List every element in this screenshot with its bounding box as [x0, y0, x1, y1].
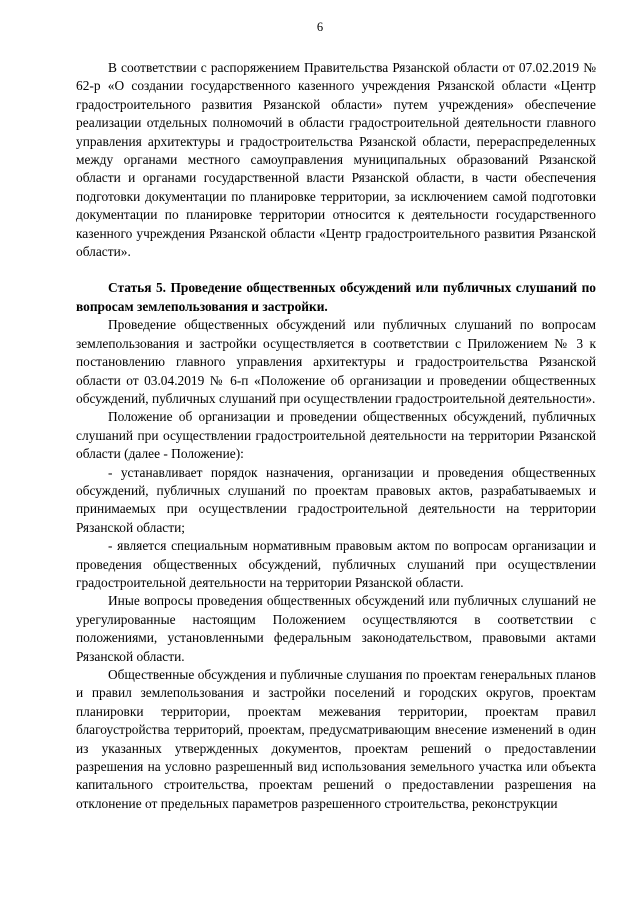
list-item-establishes: - устанавливает порядок назначения, организации и проведения общественных обсуждений, публичных слушаний по проектам правовых актов, разрабатываемых и принимаемых при осуществлении градостроительной деятельности на территории Рязанской области;	[76, 464, 596, 535]
paragraph-other-issues: Иные вопросы проведения общественных обсуждений или публичных слушаний не урегулированные настоящим Положением осуществляются в соответствии с положениями, установленными федеральным законодательством, правовыми актами Рязанской области.	[76, 593, 596, 664]
article-heading: Статья 5. Проведение общественных обсуждений или публичных слушаний по вопросам землепользования и застройки.	[76, 280, 596, 314]
paragraph-public-hearings: Общественные обсуждения и публичные слушания по проектам генеральных планов и правил землепользования и застройки поселений и городских округов, проектам планировки территории, проектам межевания территории, проектам правил благоустройства территорий, проектам, предусматривающим внесение изменений в один из указанных утвержденных документов, проектам решений о предоставлении разрешения на условно разрешенный вид использования земельного участка или объекта капитального строительства, проектам решений о предоставлении разрешения на отклонение от предельных параметров разрешенного строительства, реконструкции	[76, 667, 596, 811]
list-item-special-act: - является специальным нормативным правовым актом по вопросам организации и проведения общественных обсуждений, публичных слушаний при осуществлении градостроительной деятельности на территории Рязанской области.	[76, 538, 596, 590]
paragraph-intro: В соответствии с распоряжением Правительства Рязанской области от 07.02.2019 № 62-р «О создании государственного казенного учреждения Рязанской области «Центр градостроительного развития Рязанской области» путем учреждения» обеспечение реализации отдельных полномочий в области градостроительной деятельности главного управления архитектуры и градостроительства Рязанской области, перераспределенных между органами местного самоуправления муниципальных образований Рязанской области и органами государственной власти Рязанской области, в части обеспечения подготовки документации по планировке территории, за исключением самой подготовки документации по планировке территории относится к деятельности государственного казенного учреждения Рязанской области «Центр градостроительного развития Рязанской области».	[76, 60, 596, 260]
document-body	[76, 59, 596, 813]
page-number: 6	[316, 20, 324, 34]
paragraph-regulation: Положение об организации и проведении общественных обсуждений, публичных слушаний при осуществлении градостроительной деятельности на территории Рязанской области (далее - Положение):	[76, 409, 596, 462]
paragraph-article-text: Проведение общественных обсуждений или публичных слушаний по вопросам землепользования и застройки осуществляется в соответствии с Приложением № 3 к постановлению главного управления архитектуры и градостроительства Рязанской области от 03.04.2019 № 6-п «Положение об организации и проведении общественных обсуждений, публичных слушаний при осуществлении градостроительной деятельности».	[76, 317, 596, 406]
